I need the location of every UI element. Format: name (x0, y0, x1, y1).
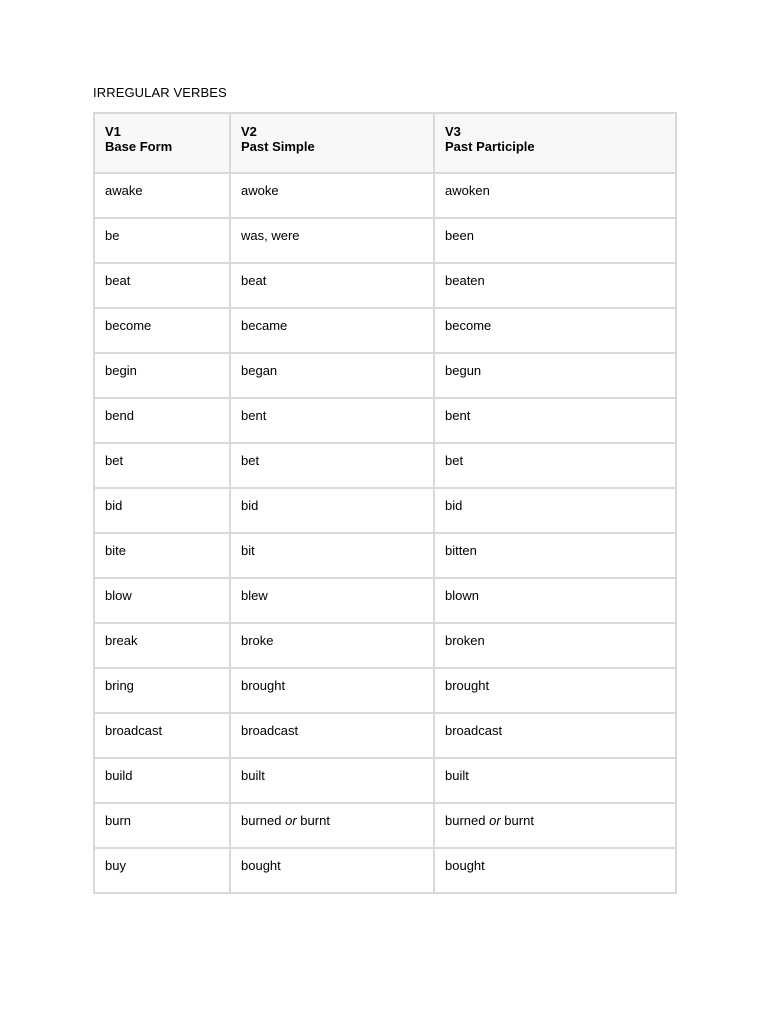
cell-base-form: become (94, 308, 230, 353)
table-row (94, 668, 676, 713)
verb-form: became (241, 318, 288, 333)
verb-form: bet (445, 453, 464, 468)
cell-base-form: burn (94, 803, 230, 848)
cell-past-simple (230, 848, 434, 893)
cell-base-form: bring (94, 668, 230, 713)
verb-form: built (445, 768, 469, 783)
verb-form: bid (445, 498, 463, 513)
cell-past-participle (434, 758, 676, 803)
or-connector: or (285, 813, 297, 828)
page-title: IRREGULAR VERBES (93, 85, 227, 100)
cell-past-simple (230, 308, 434, 353)
cell-base-form: bend (94, 398, 230, 443)
irregular-verbs-table (93, 112, 677, 894)
cell-past-simple (230, 668, 434, 713)
cell-past-participle (434, 533, 676, 578)
verb-form: begun (445, 363, 482, 378)
verb-form: become (445, 318, 492, 333)
cell-past-participle (434, 443, 676, 488)
cell-past-simple (230, 488, 434, 533)
cell-past-simple (230, 578, 434, 623)
header-v1-code: V1 (105, 124, 121, 139)
table-row (94, 398, 676, 443)
table-row (94, 443, 676, 488)
table-row (94, 353, 676, 398)
verb-form: bent (241, 408, 267, 423)
cell-past-simple (230, 758, 434, 803)
table-row (94, 578, 676, 623)
cell-past-participle (434, 623, 676, 668)
verb-form: built (241, 768, 265, 783)
table-row (94, 263, 676, 308)
cell-past-participle (434, 848, 676, 893)
cell-past-participle (434, 578, 676, 623)
verb-form: blew (241, 588, 268, 603)
cell-past-participle (434, 488, 676, 533)
verb-form: bitten (445, 543, 477, 558)
cell-past-simple (230, 353, 434, 398)
cell-past-participle (434, 713, 676, 758)
table-row (94, 623, 676, 668)
verb-form: broke (241, 633, 274, 648)
verb-form: brought (241, 678, 286, 693)
cell-past-simple (230, 218, 434, 263)
header-v1 (94, 113, 230, 173)
header-v3-code: V3 (445, 124, 461, 139)
cell-past-participle (434, 308, 676, 353)
verb-form: bid (241, 498, 259, 513)
table-body (94, 173, 676, 893)
verb-form: beaten (445, 273, 485, 288)
header-v2 (230, 113, 434, 173)
cell-base-form: bite (94, 533, 230, 578)
cell-past-simple (230, 803, 434, 848)
cell-base-form: bid (94, 488, 230, 533)
cell-past-participle (434, 353, 676, 398)
table-row (94, 218, 676, 263)
verb-form-alt: burnt (504, 813, 534, 828)
verb-form: blown (445, 588, 479, 603)
cell-past-participle (434, 218, 676, 263)
table-row (94, 803, 676, 848)
verb-form: beat (241, 273, 267, 288)
verb-form: began (241, 363, 278, 378)
cell-past-simple (230, 713, 434, 758)
or-connector: or (489, 813, 501, 828)
header-v2-label: Past Simple (241, 139, 315, 154)
verb-form: burned (445, 813, 486, 828)
table-row (94, 713, 676, 758)
cell-base-form: be (94, 218, 230, 263)
verb-form: was, were (241, 228, 300, 243)
verb-form: broadcast (241, 723, 299, 738)
cell-base-form: build (94, 758, 230, 803)
verb-form: bent (445, 408, 471, 423)
cell-base-form: blow (94, 578, 230, 623)
verb-form: broadcast (445, 723, 503, 738)
cell-past-participle (434, 173, 676, 218)
cell-past-participle (434, 263, 676, 308)
cell-base-form: bet (94, 443, 230, 488)
header-v1-label: Base Form (105, 139, 173, 154)
header-v3-label: Past Participle (445, 139, 535, 154)
cell-past-simple (230, 443, 434, 488)
cell-past-simple (230, 173, 434, 218)
header-v3 (434, 113, 676, 173)
verb-form: burned (241, 813, 282, 828)
cell-past-simple (230, 398, 434, 443)
table-row (94, 308, 676, 353)
cell-past-simple (230, 533, 434, 578)
verb-form: awoke (241, 183, 279, 198)
verb-form: broken (445, 633, 485, 648)
cell-past-participle (434, 803, 676, 848)
header-v2-code: V2 (241, 124, 257, 139)
table-header-row (94, 113, 676, 173)
table-row (94, 488, 676, 533)
verb-form: bought (445, 858, 485, 873)
cell-base-form: break (94, 623, 230, 668)
cell-base-form: beat (94, 263, 230, 308)
cell-past-simple (230, 623, 434, 668)
table-row (94, 758, 676, 803)
verb-form-alt: burnt (300, 813, 330, 828)
cell-past-participle (434, 668, 676, 713)
table-row (94, 848, 676, 893)
cell-past-simple (230, 263, 434, 308)
cell-base-form: buy (94, 848, 230, 893)
verb-form: bought (241, 858, 281, 873)
verb-form: bet (241, 453, 260, 468)
cell-base-form: awake (94, 173, 230, 218)
verb-form: bit (241, 543, 255, 558)
verb-form: brought (445, 678, 490, 693)
table-row (94, 173, 676, 218)
cell-base-form: begin (94, 353, 230, 398)
verb-form: been (445, 228, 474, 243)
cell-base-form: broadcast (94, 713, 230, 758)
cell-past-participle (434, 398, 676, 443)
table-row (94, 533, 676, 578)
verb-form: awoken (445, 183, 490, 198)
